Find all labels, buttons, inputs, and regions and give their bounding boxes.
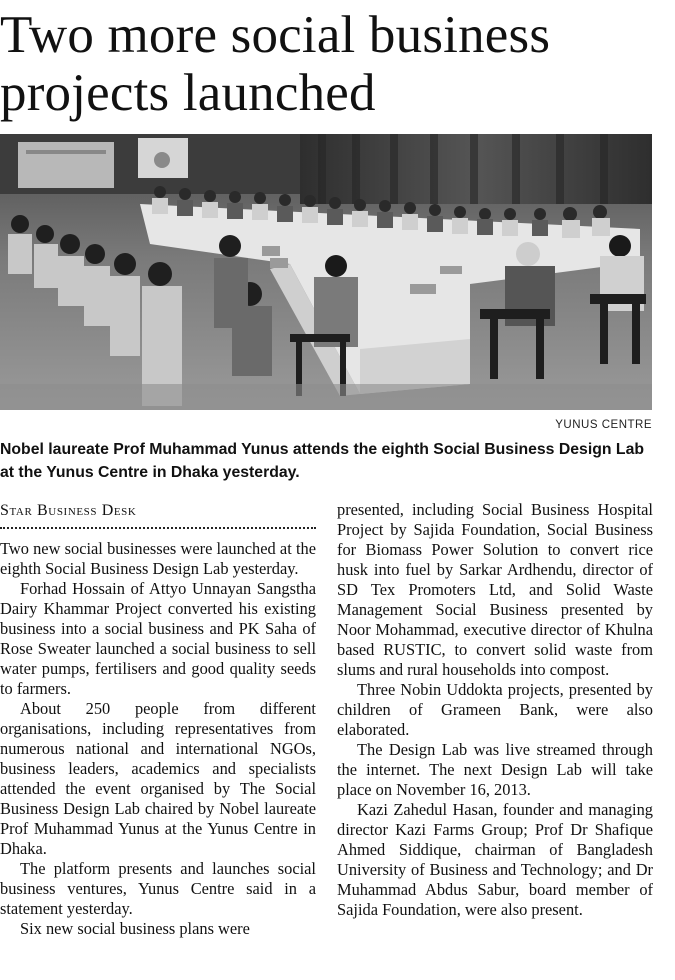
paragraph: Forhad Hossain of Attyo Unnayan Sangstha Dairy Khammar Project converted his existing business into a social business and PK Saha of Rose Sweater launched a social business to sell water pumps, fertilisers and good quality seeds to farmers. [0, 579, 316, 698]
photo-caption: Nobel laureate Prof Muhammad Yunus attends the eighth Social Business Design Lab at the Yunus Centre in Dhaka yesterday. [0, 441, 645, 481]
article-column-right [337, 500, 653, 920]
paragraph: The platform presents and launches social business ventures, Yunus Centre said in a statement yesterday. [0, 859, 316, 918]
photo-credit: YUNUS CENTRE [555, 419, 652, 431]
article-column-left [0, 500, 316, 939]
paragraph: presented, including Social Business Hospital Project by Sajida Foundation, Social Business for Biomass Power Solution to convert rice husk into fuel by Sarkar Ardhendu, director of SD Tex Promoters Ltd, and Solid Waste Management Social Business presented by Noor Mohammad, executive director of Khulna based RUSTIC, to convert solid waste from slums and rural households into compost. [337, 500, 653, 679]
headline: Two more social business projects launched [0, 6, 551, 122]
paragraph: The Design Lab was live streamed through the internet. The next Design Lab will take place on November 16, 2013. [337, 740, 653, 799]
paragraph: Three Nobin Uddokta projects, presented by children of Grameen Bank, were also elaborated. [337, 680, 653, 739]
paragraph: Six new social business plans were [20, 919, 250, 938]
paragraph: Kazi Zahedul Hasan, founder and managing director Kazi Farms Group; Prof Dr Shafique Ahmed Siddique, chairman of Bangladesh University of Business and Technology; and Dr Muhammad Abdus Sabur, board member of Sajida Foundation, were also present. [337, 800, 653, 919]
paragraph: Two new social businesses were launched at the eighth Social Business Design Lab yesterday. [0, 539, 316, 578]
byline-divider [0, 527, 316, 539]
byline: Star Business Desk [0, 502, 137, 519]
event-photo [0, 134, 652, 410]
paragraph: About 250 people from different organisations, including representatives from numerous national and international NGOs, business leaders, academics and specialists attended the event organised by The Social Business Design Lab chaired by Nobel laureate Prof Muhammad Yunus at the Yunus Centre in Dhaka. [0, 699, 316, 858]
